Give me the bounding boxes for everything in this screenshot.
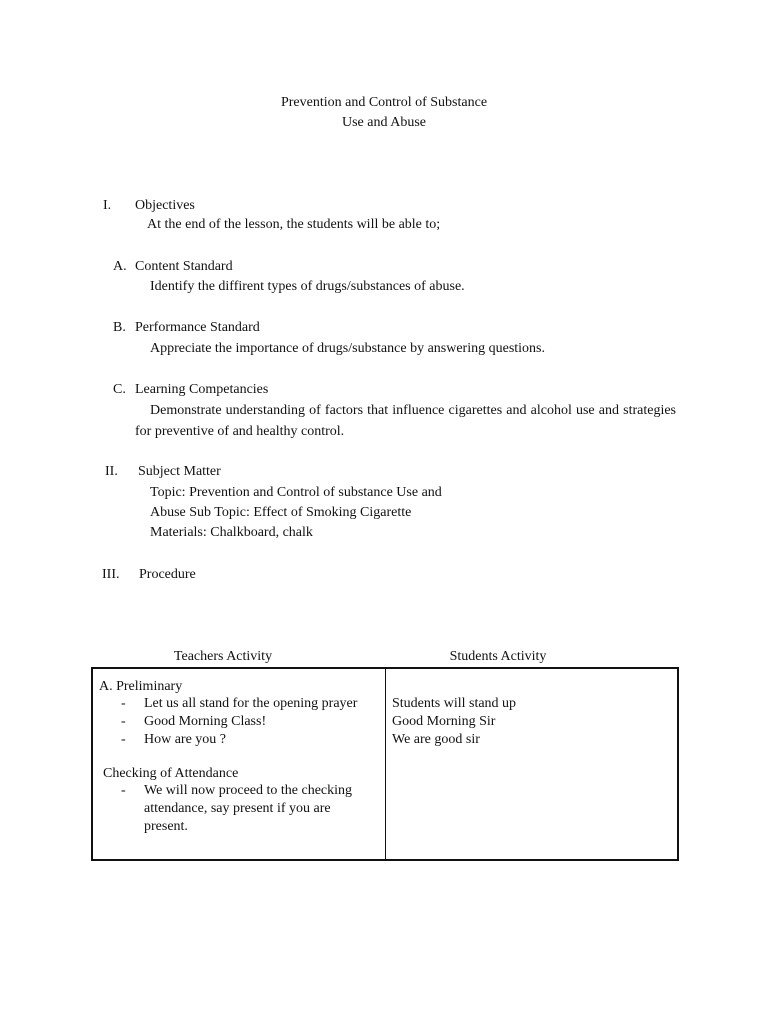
objectives-numeral: I.	[103, 198, 112, 213]
procedure-numeral: III.	[102, 567, 120, 582]
opening-prayer-item: Let us all stand for the opening prayer	[144, 696, 358, 711]
learning-competencies-letter: C.	[113, 382, 126, 397]
procedure-heading: Procedure	[139, 567, 196, 582]
teachers-activity-header: Teachers Activity	[173, 649, 273, 664]
attendance-heading: Checking of Attendance	[103, 766, 239, 781]
student-response-stand: Students will stand up	[392, 696, 517, 711]
performance-standard-letter: B.	[113, 320, 126, 335]
objectives-heading: Objectives	[135, 198, 195, 213]
subject-matter-heading: Subject Matter	[138, 464, 221, 479]
bullet-dash: -	[121, 696, 126, 711]
bullet-dash: -	[121, 714, 126, 729]
how-are-you-item: How are you ?	[144, 732, 227, 747]
document-title-line1: Prevention and Control of Substance	[280, 95, 488, 110]
subject-matter-topic: Topic: Prevention and Control of substance Use and	[150, 485, 442, 500]
content-standard-heading: Content Standard	[135, 259, 233, 274]
procedure-table	[91, 667, 679, 861]
student-response-greeting: Good Morning Sir	[392, 714, 496, 729]
subject-matter-subtopic: Abuse Sub Topic: Effect of Smoking Cigarette	[150, 505, 412, 520]
bullet-dash: -	[121, 783, 126, 798]
content-standard-letter: A.	[113, 259, 127, 274]
bullet-dash: -	[121, 732, 126, 747]
students-activity-cell	[386, 669, 677, 859]
good-morning-item: Good Morning Class!	[144, 714, 267, 729]
document-title-line2: Use and Abuse	[342, 115, 426, 130]
performance-standard-heading: Performance Standard	[135, 320, 260, 335]
learning-competencies-text: Demonstrate understanding of factors that influence cigarettes and alcohol use and strategies for preventive of and healthy control.	[135, 403, 676, 439]
students-activity-header: Students Activity	[449, 649, 547, 664]
preliminary-heading: A. Preliminary	[99, 679, 183, 694]
performance-standard-text: Appreciate the importance of drugs/substance by answering questions.	[150, 341, 546, 356]
objectives-intro: At the end of the lesson, the students will be able to;	[147, 217, 441, 232]
student-response-good: We are good sir	[392, 732, 480, 747]
attendance-item: We will now proceed to the checking attendance, say present if you are present.	[144, 783, 353, 834]
teachers-activity-cell	[93, 669, 386, 859]
learning-competencies-heading: Learning Competancies	[135, 382, 269, 397]
subject-matter-materials: Materials: Chalkboard, chalk	[150, 525, 313, 540]
subject-matter-numeral: II.	[105, 464, 118, 479]
content-standard-text: Identify the diffirent types of drugs/substances of abuse.	[150, 279, 465, 294]
